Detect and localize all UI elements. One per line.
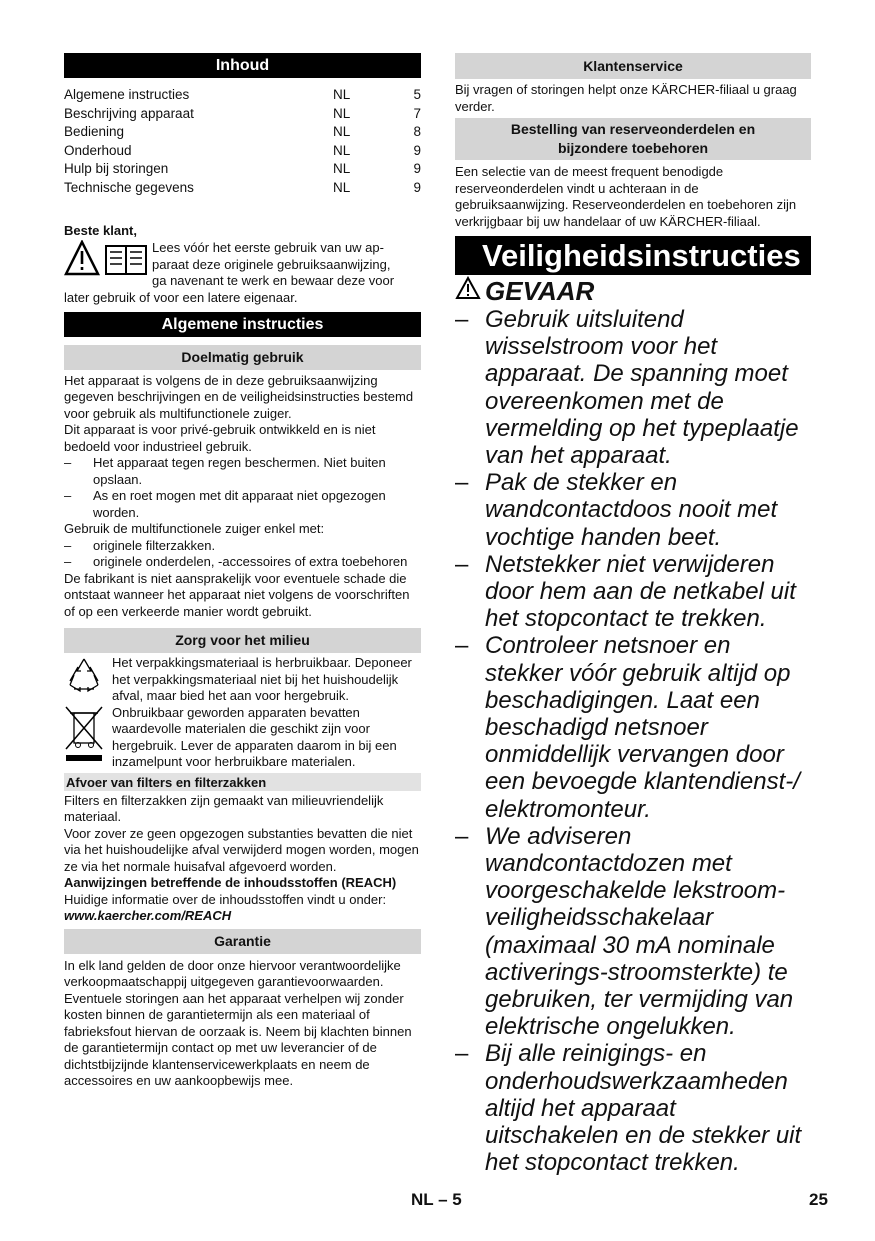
- toc-title: Beschrijving apparaat: [64, 105, 194, 121]
- toc-lang: NL: [333, 105, 351, 121]
- paragraph: In elk land gelden de door onze hiervoor verantwoordelijke verkoopmaatschappij uitgegeven garantievoorwaarden. Eventuele storingen aan het apparaat verhelpen wij zonder kosten binnen de garantietermijn als een materiaal of fabrieksfout hiervan de oorzaak is. Neem bij klachten binnen de garantietermijn contact op met uw leverancier of de dichtstbijzijnde klantenservicewerkplaats en neem de accessoires en uw aankoopbewijs mee.: [64, 957, 412, 1089]
- safety-item: – Bij alle reinigings- en onderhoudswerkzaamheden altijd het apparaat uitschakelen en de stekker uit het stopcontact trekken.: [455, 1040, 802, 1177]
- paragraph: Dit apparaat is voor privé-gebruik ontwikkeld en is niet bedoeld voor industrieel gebruik.: [64, 422, 376, 454]
- toc-title: Technische gegevens: [64, 179, 194, 195]
- subsection-heading: Bestelling van reserveonderdelen en bijzondere toebehoren: [455, 118, 811, 160]
- toc-page: 9: [413, 142, 421, 158]
- toc-row: [64, 86, 421, 105]
- intro-line: Lees vóór het eerste gebruik van uw ap-: [152, 240, 384, 256]
- warning-manual-icon: [64, 240, 152, 290]
- toc-title: Bediening: [64, 124, 125, 140]
- toc-lang: NL: [333, 161, 351, 177]
- intro-line: ga navenant te werk en bewaar deze voor: [152, 273, 395, 289]
- intro-line: paraat deze originele gebruiksaanwijzing,: [152, 256, 391, 272]
- page-number: 25: [809, 1190, 828, 1209]
- toc-lang: NL: [333, 142, 351, 158]
- toc-page: 7: [413, 105, 421, 121]
- danger-label-row: [455, 276, 811, 306]
- recycle-icon: [64, 655, 112, 705]
- danger-label: GEVAAR: [485, 276, 595, 306]
- footer-section: NL – 5: [411, 1190, 462, 1209]
- subsection-heading: Garantie: [64, 929, 421, 954]
- list-item: – originele onderdelen, -accessoires of extra toebehoren: [64, 554, 408, 570]
- paragraph: Huidige informatie over de inhoudsstoffen vindt u onder:: [64, 891, 387, 907]
- reach-link[interactable]: www.kaercher.com/REACH: [64, 908, 232, 924]
- reach-heading: Aanwijzingen betreffende de inhoudsstoffen (REACH): [64, 875, 397, 891]
- toc-page: 9: [413, 161, 421, 177]
- intro-line: later gebruik of voor een latere eigenaar.: [64, 290, 298, 306]
- paragraph: Het verpakkingsmateriaal is herbruikbaar. Deponeer het verpakkingsmateriaal niet bij het huishoudelijk afval, maar bied het aan voor hergebruik.: [112, 655, 412, 704]
- waste-bin-crossed-icon: [64, 705, 112, 771]
- paragraph: Een selectie van de meest frequent benodigde reserveonderdelen vindt u achteraan in de gebruiksaanwijzing. Reserveonderdelen en toebehoren zijn verkrijgbaar bij uw handelaar of uw KÄRCHER-filiaal.: [455, 164, 797, 229]
- toc-row: [64, 123, 421, 142]
- left-column: [64, 53, 421, 1090]
- paragraph: De fabrikant is niet aansprakelijk voor eventuele schade die ontstaat wanneer het apparaat niet volgens de voorschriften of op een verkeerde manier wordt gebruikt.: [64, 570, 410, 619]
- paragraph: Bij vragen of storingen helpt onze KÄRCHER-filiaal u graag verder.: [455, 82, 797, 114]
- toc-page: 8: [413, 124, 421, 140]
- toc-page: 5: [413, 87, 421, 102]
- toc-row: [64, 160, 421, 179]
- toc-lang: NL: [333, 87, 351, 102]
- toc-page: 9: [413, 179, 421, 195]
- toc-row: [64, 105, 421, 124]
- toc-title: Hulp bij storingen: [64, 161, 169, 177]
- paragraph: Voor zover ze geen opgezogen substanties bevatten die niet via het huishoudelijke afval verwijderd mogen worden, mogen ze via het normale huisafval afgevoerd worden.: [64, 825, 419, 874]
- safety-item: – Controleer netsnoer en stekker vóór gebruik altijd op beschadigingen. Laat een beschadigd netsnoer onmiddellijk vervangen door een bevoegde klantendienst-/ elektromonteur.: [455, 632, 800, 823]
- greeting: Beste klant,: [64, 222, 137, 238]
- subsection-heading: Zorg voor het milieu: [64, 628, 421, 653]
- toc-title: Onderhoud: [64, 142, 132, 158]
- toc-lang: NL: [333, 179, 351, 195]
- table-of-contents: [64, 86, 421, 198]
- safety-item: – We adviseren wandcontactdozen met voorgeschakelde lekstroom-veiligheidsschakelaar (maximaal 30 mA nominale activerings-stroomsterkte) te gebruiken, ter vermijding van elektrische ongelukken.: [455, 822, 794, 1041]
- paragraph: Filters en filterzakken zijn gemaakt van milieuvriendelijk materiaal.: [64, 792, 384, 825]
- subsection-heading: Doelmatig gebruik: [64, 345, 421, 370]
- list-item: – Het apparaat tegen regen beschermen. Niet buiten opslaan.: [64, 455, 386, 487]
- list-item: – originele filterzakken.: [64, 537, 216, 553]
- section-title: Veiligheidsinstructies: [455, 236, 811, 275]
- toc-lang: NL: [333, 124, 351, 140]
- subsection-heading: Afvoer van filters en filterzakken: [64, 773, 421, 791]
- paragraph: Het apparaat is volgens de in deze gebruiksaanwijzing gegeven beschrijvingen en de veiligheidsinstructies bestemd voor gebruik als multifunctionele zuiger.: [64, 372, 414, 421]
- safety-item: – Gebruik uitsluitend wisselstroom voor het apparaat. De spanning moet overeenkomen met de vermelding op het typeplaatje van het apparaat.: [455, 306, 799, 470]
- section-heading: Algemene instructies: [64, 312, 421, 337]
- warning-triangle-icon: [455, 276, 481, 306]
- paragraph: Gebruik de multifunctionele zuiger enkel met:: [64, 521, 325, 537]
- safety-item: – Pak de stekker en wandcontactdoos nooit met vochtige handen beet.: [455, 469, 778, 551]
- right-column: [455, 53, 811, 1177]
- safety-item: – Netstekker niet verwijderen door hem aan de netkabel uit het stopcontact te trekken.: [455, 550, 796, 633]
- toc-heading: Inhoud: [64, 53, 421, 78]
- list-item: – As en roet mogen met dit apparaat niet opgezogen worden.: [64, 488, 386, 520]
- paragraph: Onbruikbaar geworden apparaten bevatten waardevolle materialen die geschikt zijn voor hergebruik. Lever de apparaten daarom in bij een inzamelpunt voor herbruikbare materialen.: [112, 704, 397, 770]
- toc-row: [64, 179, 421, 198]
- subsection-heading: Klantenservice: [455, 53, 811, 79]
- toc-title: Algemene instructies: [64, 87, 190, 102]
- toc-row: [64, 142, 421, 161]
